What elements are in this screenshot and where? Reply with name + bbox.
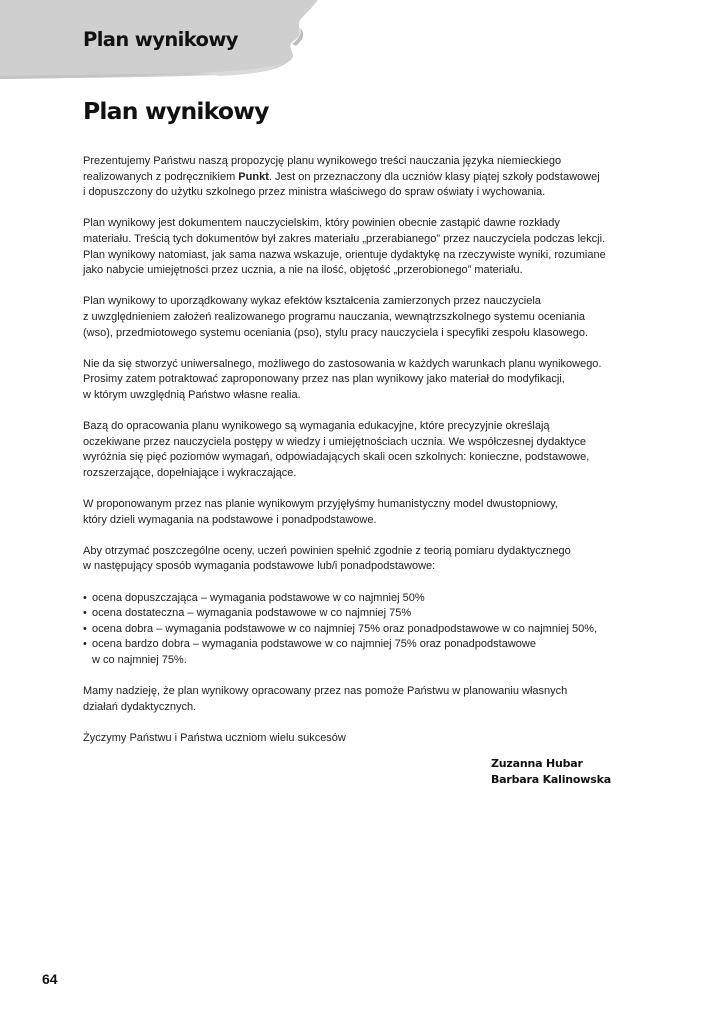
- bullet: •: [83, 591, 87, 604]
- bullet: •: [83, 607, 87, 620]
- grade-text: ocena dostateczna – wymagania podstawowe w co najmniej 75%: [92, 607, 412, 620]
- paragraph: Plan wynikowy jest dokumentem nauczycielskim, który powinien obecnie zastąpić dawne rozkłady materiału. Treścią tych dokumentów był zakres materiału „przerabianego” przez nauczyciela podczas lekcji. Plan wynikowy natomiast, jak sama nazwa wskazuje, orientuje dydaktykę na rzeczywiste wyniki, rozumiane jako nabycie umiejętności przez ucznia, a nie na ilość, objętość „przerobionego” materiału.: [83, 217, 606, 277]
- paragraph: Nie da się stworzyć uniwersalnego, możliwego do zastosowania w każdych warunkach planu wynikowego. Prosimy zatem potraktować zaproponowany przez nas plan wynikowy jako materiał do modyfikacji, w którym uwzględnią Państwo własne realia.: [83, 357, 602, 401]
- grade-list-item: [83, 637, 643, 668]
- grade-list-item: [83, 591, 643, 607]
- intro-text-end: . Jest on przeznaczony dla uczniów klasy piątej szkoły podstawowej i dopuszczony do użytku szkolnego przez ministra właściwego do spraw oświaty i wychowania.: [83, 170, 600, 199]
- author-name: Barbara Kalinowska: [491, 773, 611, 786]
- page-number: 64: [42, 971, 58, 987]
- grade-list-item: [83, 606, 643, 622]
- grade-text: ocena dobra – wymagania podstawowe w co najmniej 75% oraz ponadpodstawowe w co najmniej 50%,: [92, 622, 598, 635]
- grade-text: ocena bardzo dobra – wymagania podstawowe w co najmniej 75% oraz ponadpodstawowe w co najmniej 75%.: [92, 638, 536, 666]
- page-title: Plan wynikowy: [83, 97, 269, 125]
- bullet: •: [83, 638, 87, 651]
- paragraph: Mamy nadzieję, że plan wynikowy opracowany przez nas pomoże Państwu w planowaniu własnych działań dydaktycznych.: [83, 685, 568, 713]
- closing-wishes: Życzymy Państwu i Państwa uczniom wielu sukcesów: [83, 731, 346, 744]
- grade-text: ocena dopuszczająca – wymagania podstawowe w co najmniej 50%: [92, 591, 425, 604]
- signatures: [491, 756, 611, 788]
- body-text: [83, 154, 643, 762]
- grade-list: [83, 591, 643, 669]
- grade-list-item: [83, 622, 643, 638]
- intro-text-start: Prezentujemy Państwu naszą propozycję planu wynikowego treści nauczania języka niemieckiego realizowanych z podręcznikiem: [83, 155, 562, 183]
- paragraph: Aby otrzymać poszczególne oceny, uczeń powinien spełnić zgodnie z teorią pomiaru dydaktycznego w następujący sposób wymagania podstawowe lub/i ponadpodstawowe:: [83, 544, 571, 573]
- textbook-name: Punkt: [238, 170, 269, 183]
- bullet: •: [83, 622, 87, 635]
- author-name: Zuzanna Hubar: [491, 757, 583, 770]
- paragraph: Plan wynikowy to uporządkowany wykaz efektów kształcenia zamierzonych przez nauczyciela z uwzględnieniem założeń realizowanego programu nauczania, wewnątrzszkolnego systemu oceniania (wso), przedmiotowego systemu oceniania (pso), stylu pracy nauczyciela i specyfiki zespołu klasowego.: [83, 295, 589, 339]
- paragraph: W proponowanym przez nas planie wynikowym przyjęłyśmy humanistyczny model dwustopniowy, który dzieli wymagania na podstawowe i ponadpodstawowe.: [83, 498, 558, 526]
- paragraph-intro: [83, 154, 643, 201]
- paragraph: Bazą do opracowania planu wynikowego są wymagania edukacyjne, które precyzyjnie określają oczekiwane przez nauczyciela postępy w wiedzy i umiejętnościach ucznia. We współczesnej dydaktyce wyróżnia się pięć poziomów wymagań, odpowiadających skali ocen szkolnych: konieczne, podstawowe, rozszerzające, dopełniające i wykraczające.: [83, 420, 590, 479]
- header-title: Plan wynikowy: [83, 28, 238, 51]
